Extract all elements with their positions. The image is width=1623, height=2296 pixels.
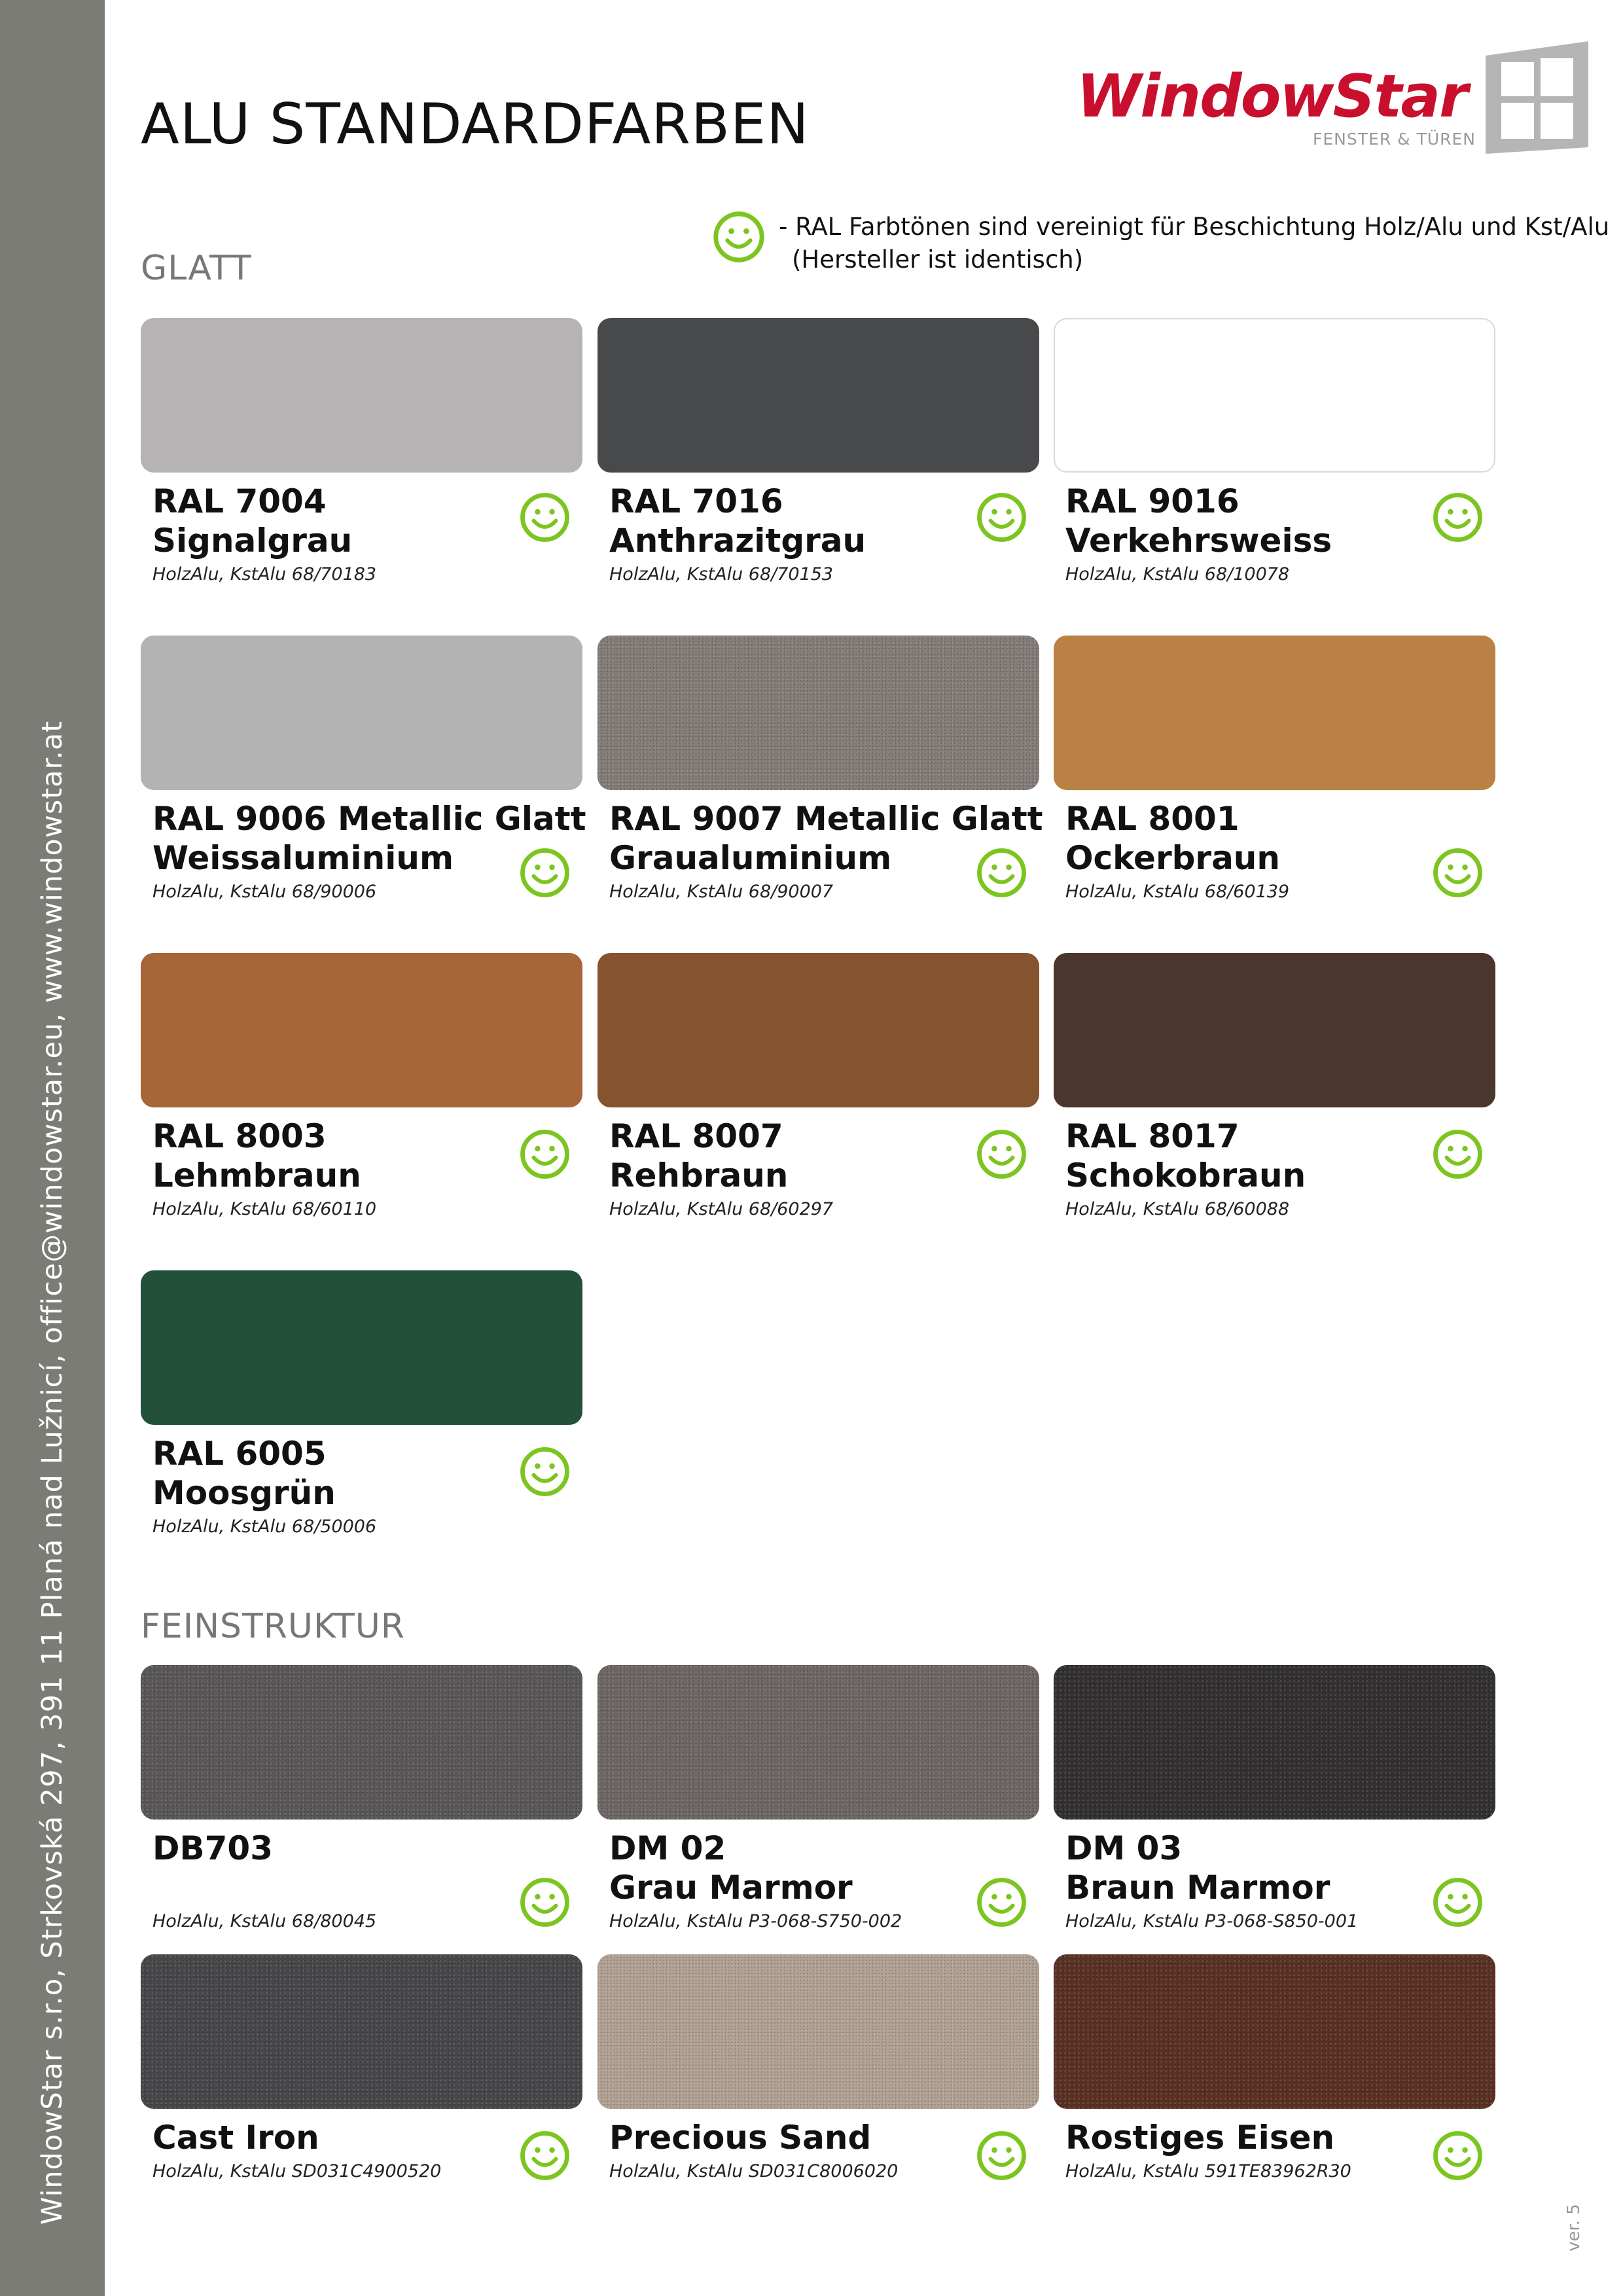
swatch-card [597, 636, 1043, 902]
color-swatch [597, 318, 1039, 473]
smiley-icon [517, 1444, 573, 1499]
swatch-reference: HolzAlu, KstAlu 68/80045 [152, 1911, 377, 1931]
smiley-icon [517, 490, 573, 545]
swatch-reference: HolzAlu, KstAlu P3-068-S750-002 [609, 1911, 902, 1931]
swatch-card [1054, 636, 1495, 902]
color-swatch [1054, 636, 1495, 790]
swatch-name: Grau Marmor [609, 1869, 853, 1907]
color-swatch [1054, 1954, 1495, 2109]
swatch-label [1065, 482, 1432, 586]
swatch-code: Cast Iron [152, 2119, 319, 2157]
swatch-reference: HolzAlu, KstAlu 68/60110 [152, 1199, 377, 1219]
swatch-name: Verkehrsweiss [1065, 522, 1332, 560]
color-swatch [1054, 318, 1495, 473]
swatch-label [609, 482, 976, 586]
swatch-code: RAL 9016 [1065, 482, 1240, 520]
version-label: ver. 5 [1564, 2204, 1584, 2251]
swatch-card [597, 1954, 1039, 2181]
smiley-icon [517, 1874, 573, 1930]
page-title: ALU STANDARDFARBEN [141, 92, 810, 157]
swatch-texture [597, 636, 1039, 790]
sidebar-contact-text: WindowStar s.r.o, Strkovská 297, 391 11 Planá nad Lužnicí, office@windowstar.eu, www.windowstar.at [36, 720, 69, 2225]
swatch-label [609, 1117, 976, 1221]
swatch-texture [1054, 1954, 1495, 2109]
swatch-texture [141, 1954, 582, 2109]
swatch-name: Ockerbraun [1065, 839, 1281, 877]
swatch-reference: HolzAlu, KstAlu P3-068-S850-001 [1065, 1911, 1359, 1931]
logo [1073, 36, 1597, 160]
swatch-code: RAL 9006 Metallic Glatt [152, 800, 586, 838]
swatch-card [141, 636, 586, 902]
smiley-icon [1430, 845, 1486, 901]
swatch-reference: HolzAlu, KstAlu 68/10078 [1065, 564, 1290, 584]
swatch-code: Precious Sand [609, 2119, 872, 2157]
swatch-code: RAL 8017 [1065, 1117, 1240, 1155]
swatch-code: RAL 8001 [1065, 800, 1240, 838]
swatch-name: Lehmbraun [152, 1157, 361, 1194]
color-swatch [597, 953, 1039, 1107]
smiley-icon [1430, 1874, 1486, 1930]
smiley-icon [517, 845, 573, 901]
swatch-name: Braun Marmor [1065, 1869, 1330, 1907]
swatch-name: Moosgrün [152, 1474, 336, 1512]
color-swatch [141, 1270, 582, 1425]
window-logo-icon [1474, 36, 1595, 157]
color-swatch [597, 1665, 1039, 1820]
swatch-label [1065, 1117, 1432, 1221]
smiley-icon [974, 490, 1029, 545]
swatch-texture [597, 1954, 1039, 2109]
swatch-reference: HolzAlu, KstAlu 68/70153 [609, 564, 834, 584]
swatch-card [141, 1270, 582, 1537]
swatch-code: RAL 8003 [152, 1117, 327, 1155]
logo-subtitle: FENSTER & TÜREN [1313, 130, 1476, 149]
color-swatch [141, 1665, 582, 1820]
swatch-reference: HolzAlu, KstAlu 68/60139 [1065, 882, 1290, 902]
swatch-card [1054, 1665, 1495, 1931]
swatch-label [152, 2118, 519, 2183]
swatch-code: DM 03 [1065, 1829, 1183, 1867]
swatch-card [141, 953, 582, 1219]
swatch-card [141, 1954, 582, 2181]
swatch-reference: HolzAlu, KstAlu 68/60297 [609, 1199, 834, 1219]
smiley-icon [710, 208, 768, 266]
swatch-card [141, 318, 582, 584]
smiley-icon [517, 1126, 573, 1182]
swatch-card [597, 1665, 1039, 1931]
swatch-card [1054, 318, 1495, 584]
swatch-card [597, 318, 1039, 584]
swatch-label [152, 1434, 519, 1539]
swatch-label [609, 799, 1043, 904]
smiley-icon [974, 1874, 1029, 1930]
swatch-reference: HolzAlu, KstAlu 68/90006 [152, 882, 377, 902]
swatch-label [609, 1829, 976, 1933]
section-title-glatt: GLATT [141, 249, 252, 288]
color-swatch [597, 1954, 1039, 2109]
swatch-label [152, 799, 586, 904]
swatch-card [141, 1665, 582, 1931]
swatch-card [1054, 1954, 1495, 2181]
swatch-code: DM 02 [609, 1829, 726, 1867]
smiley-icon [1430, 1126, 1486, 1182]
swatch-card [1054, 953, 1495, 1219]
color-swatch [597, 636, 1039, 790]
swatch-name: Signalgrau [152, 522, 353, 560]
swatch-name: Schokobraun [1065, 1157, 1306, 1194]
swatch-code: RAL 7004 [152, 482, 327, 520]
swatch-name: Weissaluminium [152, 839, 454, 877]
swatch-label [152, 482, 519, 586]
swatch-texture [1054, 1665, 1495, 1820]
smiley-icon [1430, 490, 1486, 545]
swatch-label [1065, 1829, 1432, 1933]
swatch-code: DB703 [152, 1829, 273, 1867]
color-swatch [1054, 1665, 1495, 1820]
note-text [779, 211, 1609, 276]
note-line-2: (Hersteller ist identisch) [792, 245, 1084, 274]
swatch-card [597, 953, 1039, 1219]
smiley-icon [974, 2128, 1029, 2183]
color-swatch [141, 636, 582, 790]
swatch-texture [597, 1665, 1039, 1820]
swatch-name: Rehbraun [609, 1157, 789, 1194]
swatch-texture [141, 1665, 582, 1820]
swatch-label [152, 1829, 519, 1933]
note-line-1: - RAL Farbtönen sind vereinigt für Beschichtung Holz/Alu und Kst/Alu [779, 213, 1610, 241]
color-swatch [141, 953, 582, 1107]
color-swatch [1054, 953, 1495, 1107]
swatch-reference: HolzAlu, KstAlu 68/60088 [1065, 1199, 1290, 1219]
swatch-label [1065, 799, 1432, 904]
swatch-reference: HolzAlu, KstAlu 591TE83962R30 [1065, 2161, 1351, 2181]
swatch-reference: HolzAlu, KstAlu SD031C4900520 [152, 2161, 442, 2181]
swatch-reference: HolzAlu, KstAlu 68/50006 [152, 1516, 377, 1537]
swatch-code: RAL 9007 Metallic Glatt [609, 800, 1043, 838]
color-swatch [141, 318, 582, 473]
smiley-icon [517, 2128, 573, 2183]
swatch-label [1065, 2118, 1432, 2183]
swatch-reference: HolzAlu, KstAlu SD031C8006020 [609, 2161, 899, 2181]
swatch-name: Graualuminium [609, 839, 892, 877]
smiley-icon [974, 1126, 1029, 1182]
swatch-reference: HolzAlu, KstAlu 68/90007 [609, 882, 834, 902]
swatch-code: Rostiges Eisen [1065, 2119, 1335, 2157]
sidebar [0, 0, 105, 2296]
swatch-label [152, 1117, 519, 1221]
smiley-icon [974, 845, 1029, 901]
swatch-code: RAL 6005 [152, 1435, 327, 1473]
swatch-reference: HolzAlu, KstAlu 68/70183 [152, 564, 377, 584]
swatch-name: Anthrazitgrau [609, 522, 866, 560]
swatch-label [609, 2118, 976, 2183]
color-swatch [141, 1954, 582, 2109]
section-title-feinstruktur: FEINSTRUKTUR [141, 1607, 405, 1646]
swatch-code: RAL 8007 [609, 1117, 783, 1155]
smiley-icon [1430, 2128, 1486, 2183]
swatch-code: RAL 7016 [609, 482, 783, 520]
logo-wordmark: WindowStar [1077, 62, 1467, 131]
